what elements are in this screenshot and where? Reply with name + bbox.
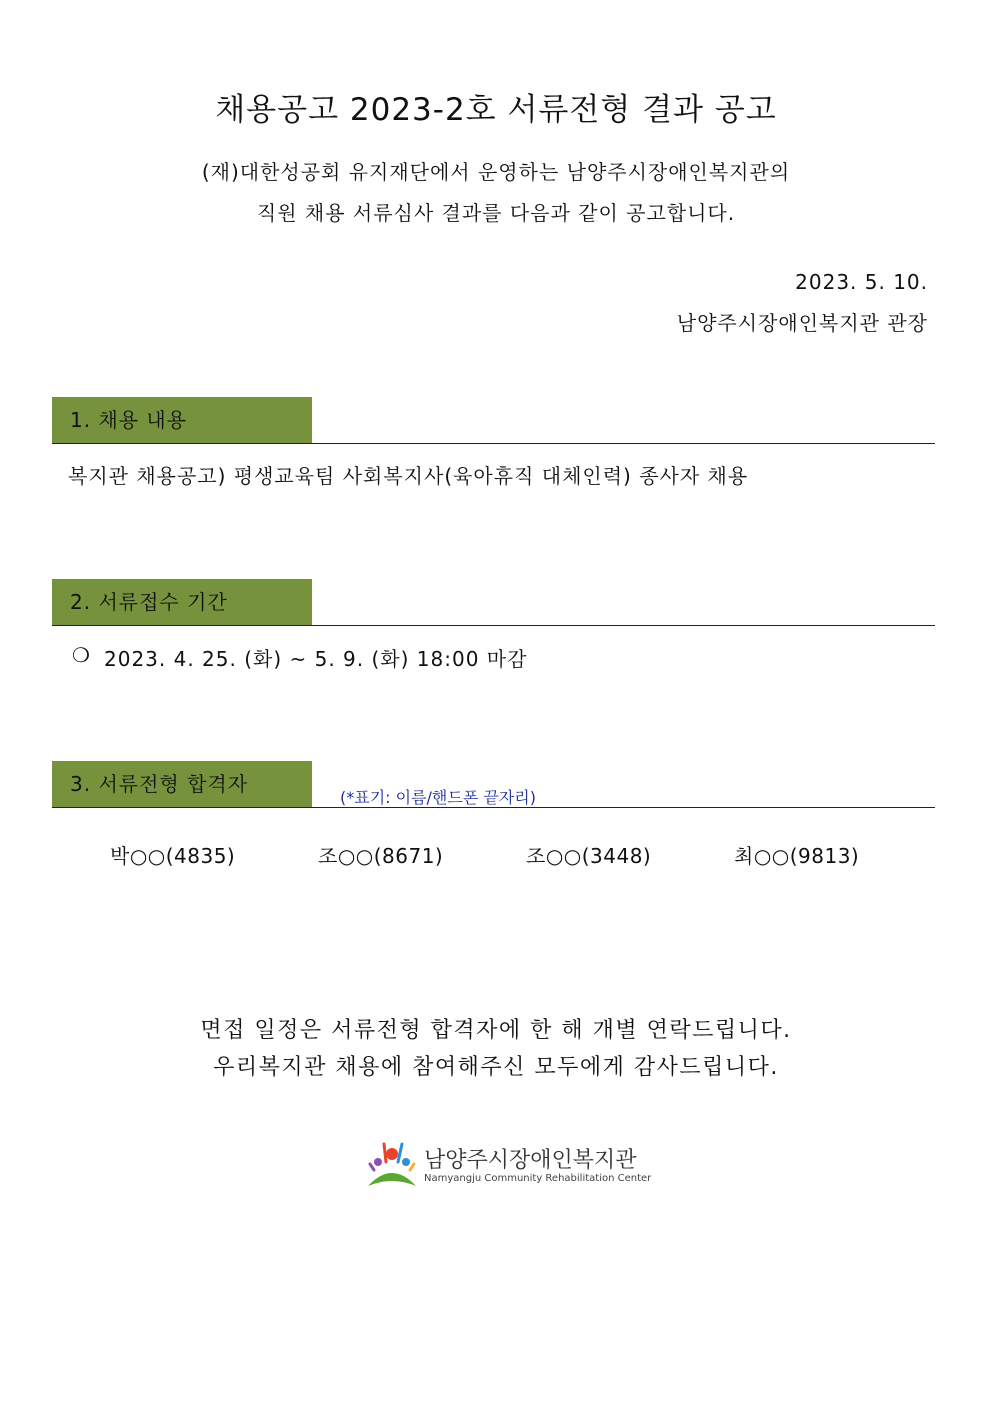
page-title: 채용공고 2023-2호 서류전형 결과 공고 bbox=[215, 92, 777, 128]
logo-name-korean: 남양주시장애인복지관 bbox=[424, 1148, 637, 1173]
passer-3: 조○○(3448) bbox=[526, 844, 652, 868]
notice-date: 2023. 5. 10. bbox=[795, 270, 928, 294]
section-2-bullet: ❍ bbox=[72, 643, 91, 667]
section-3-heading: 3. 서류전형 합격자 bbox=[52, 761, 312, 807]
passer-1: 박○○(4835) bbox=[110, 844, 236, 868]
intro-line-1: (재)대한성공회 유지재단에서 운영하는 남양주시장애인복지관의 bbox=[201, 160, 791, 184]
closing-line-1: 면접 일정은 서류전형 합격자에 한 해 개별 연락드립니다. bbox=[200, 1018, 792, 1043]
section-1-content: 복지관 채용공고) 평생교육팀 사회복지사(육아휴직 대체인력) 종사자 채용 bbox=[68, 464, 749, 488]
intro-line-2: 직원 채용 서류심사 결과를 다음과 같이 공고합니다. bbox=[256, 201, 736, 225]
passer-4: 최○○(9813) bbox=[734, 844, 860, 868]
section-2-rule bbox=[52, 625, 935, 626]
people-arch-logo-icon bbox=[366, 1140, 418, 1190]
notice-issuer: 남양주시장애인복지관 관장 bbox=[676, 311, 928, 335]
section-1-rule bbox=[52, 443, 935, 444]
passer-2: 조○○(8671) bbox=[318, 844, 444, 868]
section-1-heading: 1. 채용 내용 bbox=[52, 397, 312, 443]
section-2-content: 2023. 4. 25. (화) ~ 5. 9. (화) 18:00 마감 bbox=[104, 647, 528, 671]
section-3-rule bbox=[52, 807, 935, 808]
section-2-heading: 2. 서류접수 기간 bbox=[52, 579, 312, 625]
logo-name-english: Namyangju Community Rehabilitation Center bbox=[424, 1173, 652, 1184]
section-3-note: (*표기: 이름/핸드폰 끝자리) bbox=[340, 788, 536, 807]
closing-line-2: 우리복지관 채용에 참여해주신 모두에게 감사드립니다. bbox=[213, 1055, 779, 1080]
